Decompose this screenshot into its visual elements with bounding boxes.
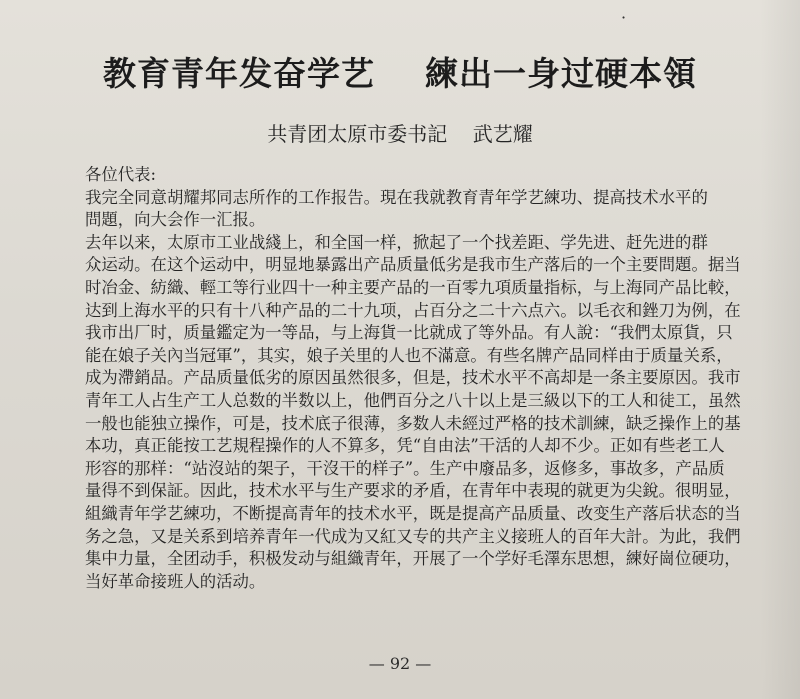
body-line: 我市出厂时，质量鑑定为一等品，与上海貨一比就成了等外品。有人說：“我們太原貨，只 — [85, 323, 733, 343]
article-title: 教育青年发奋学艺 練出一身过硬本領 — [103, 54, 697, 93]
body-line: 时冶金、紡織、輕工等行业四十一种主要产品的一百零九項质量指标，与上海同产品比較， — [85, 277, 741, 297]
body-line: 問題，向大会作一汇报。 — [85, 210, 266, 230]
body-line: 成为滯銷品。产品质量低劣的原因虽然很多，但是，技术水平不高却是一条主要原因。我市 — [85, 368, 741, 388]
body-line: 量得不到保証。因此，技术水平与生产要求的矛盾，在青年中表現的就更为尖銳。很明显， — [85, 481, 741, 501]
body-line: 集中力量，全团动手，积极发动与組織青年，开展了一个学好毛澤东思想，練好崗位硬功， — [85, 549, 741, 569]
body-line: 本功，真正能按工艺規程操作的人不算多，凭“自由法”干活的人却不少。正如有些老工人 — [85, 436, 725, 456]
body-line: 青年工人占生产工人总数的半数以上，他們百分之八十以上是三級以下的工人和徒工，虽然 — [85, 390, 741, 410]
body-line: 能在娘子关內当冠軍”，其实，娘子关里的人也不滿意。有些名牌产品同样由于质量关系， — [85, 345, 733, 365]
body-line: 形容的那样：“站沒站的架子，干沒干的样子”。生产中廢品多，返修多，事故多，产品质 — [85, 458, 725, 478]
article-body — [85, 164, 741, 593]
page-number: — 92 — — [368, 654, 432, 673]
body-line: 达到上海水平的只有十八种产品的二十九项，占百分之二十六点六。以毛衣和銼刀为例，在 — [85, 300, 741, 320]
author-byline: 共青团太原市委书記 武艺耀 — [267, 122, 533, 146]
body-line: 务之急，又是关系到培养青年一代成为又紅又专的共产主义接班人的百年大計。为此，我們 — [85, 526, 741, 546]
corner-mark: · — [621, 8, 627, 27]
body-line: 当好革命接班人的活动。 — [85, 571, 266, 591]
body-line: 一般也能独立操作，可是，技术底子很薄，多数人未經过严格的技术訓練，缺乏操作上的基 — [85, 413, 741, 433]
body-line: 各位代表: — [85, 165, 157, 184]
page-edge-shadow — [760, 0, 800, 699]
body-line: 組織青年学艺練功，不断提高青年的技术水平，既是提高产品质量、改变生产落后状态的当 — [85, 503, 741, 523]
body-line: 我完全同意胡耀邦同志所作的工作报告。現在我就教育青年学艺練功、提高技术水平的 — [85, 187, 708, 207]
body-line: 众运动。在这个运动中，明显地暴露出产品质量低劣是我市生产落后的一个主要問題。据当 — [85, 255, 741, 275]
body-line: 去年以来，太原市工业战綫上，和全国一样，掀起了一个找差距、学先进、赶先进的群 — [85, 232, 708, 252]
